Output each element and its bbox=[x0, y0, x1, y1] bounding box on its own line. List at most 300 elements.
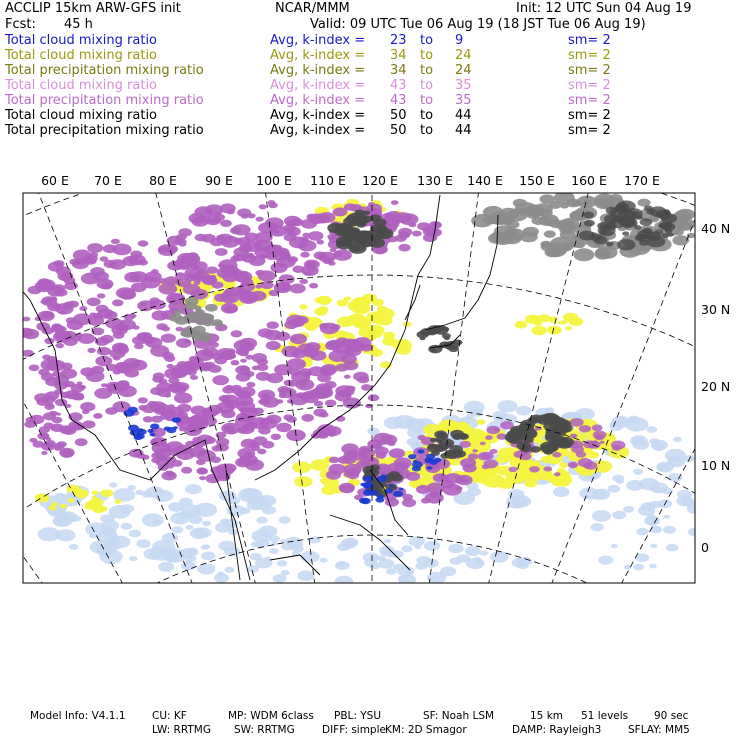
footer2-item-2: DIFF: simple bbox=[322, 724, 386, 736]
precip-cell bbox=[477, 419, 486, 424]
cloud-cell bbox=[231, 360, 240, 365]
high-cloud-cell bbox=[363, 211, 370, 215]
cloud-cell bbox=[54, 447, 61, 451]
precip-cell bbox=[532, 326, 547, 335]
cloud-cell bbox=[482, 464, 490, 469]
cloud-cell bbox=[284, 233, 297, 241]
cloud-cell bbox=[476, 560, 483, 564]
cloud-cell bbox=[416, 485, 430, 494]
cloud-cell bbox=[552, 452, 561, 458]
cloud-cell bbox=[584, 495, 591, 499]
cloud-cell bbox=[170, 512, 190, 524]
high-cloud-cell bbox=[373, 218, 387, 226]
cloud-cell bbox=[668, 473, 683, 482]
lon-label: 100 E bbox=[256, 173, 292, 188]
lon-label: 70 E bbox=[94, 173, 122, 188]
cloud-cell bbox=[39, 426, 50, 433]
cloud-cell bbox=[284, 380, 294, 386]
field-0-avg: Avg, k-index = bbox=[270, 33, 366, 48]
lat-label: 10 N bbox=[701, 458, 731, 473]
cloud-cell bbox=[264, 557, 271, 561]
field-2-name: Total precipitation mixing ratio bbox=[5, 63, 204, 78]
precip-cell bbox=[358, 321, 371, 329]
field-6-avg: Avg, k-index = bbox=[270, 123, 366, 138]
high-cloud-cell bbox=[561, 218, 579, 229]
high-cloud-cell bbox=[341, 227, 360, 238]
cloud-cell bbox=[41, 451, 47, 455]
cloud-cell bbox=[161, 409, 177, 419]
cloud-cell bbox=[516, 406, 531, 416]
cloud-cell bbox=[663, 526, 676, 534]
precip-cell bbox=[403, 322, 412, 327]
cloud-cell bbox=[308, 366, 324, 376]
cloud-cell bbox=[241, 214, 249, 219]
cloud-cell bbox=[284, 224, 296, 232]
cloud-cell bbox=[393, 415, 416, 429]
cloud-cell bbox=[121, 523, 132, 530]
latitude-labels bbox=[701, 221, 730, 555]
cloud-cell bbox=[612, 511, 626, 520]
cloud-cell bbox=[578, 458, 593, 467]
cloud-cell bbox=[253, 436, 268, 445]
cloud-cell bbox=[290, 284, 306, 294]
cloud-cell bbox=[478, 452, 491, 460]
cloud-cell bbox=[138, 405, 146, 410]
cloud-cell bbox=[276, 399, 283, 403]
cloud-cell bbox=[177, 404, 191, 413]
lon-label: 120 E bbox=[362, 173, 398, 188]
cloud-cell bbox=[480, 551, 488, 556]
cloud-cell bbox=[664, 515, 671, 519]
cloud-cell bbox=[252, 366, 260, 371]
cloud-cell bbox=[138, 260, 148, 266]
precip-cell bbox=[524, 479, 537, 487]
high-cloud-cell bbox=[523, 227, 539, 237]
high-cloud-cell bbox=[536, 414, 553, 425]
cloud-cell bbox=[498, 400, 518, 412]
field-1-k-to: 24 bbox=[455, 48, 472, 63]
cloud-cell bbox=[134, 343, 144, 349]
cloud-cell bbox=[152, 376, 163, 383]
field-1-k-from: 34 bbox=[390, 48, 407, 63]
cloud-cell bbox=[243, 415, 256, 423]
cloud-cell bbox=[279, 516, 291, 524]
cloud-cell bbox=[399, 216, 410, 223]
cloud-cell bbox=[55, 399, 67, 407]
high-cloud-cell bbox=[521, 446, 531, 452]
cloud-cell bbox=[53, 324, 60, 328]
cloud-cell bbox=[186, 369, 197, 376]
high-cloud-cell bbox=[375, 228, 393, 239]
cloud-cell bbox=[158, 562, 174, 572]
cloud-cell bbox=[109, 349, 125, 359]
high-cloud-cell bbox=[573, 248, 594, 261]
cloud-cell bbox=[185, 484, 202, 494]
field-1-avg: Avg, k-index = bbox=[270, 48, 366, 63]
cloud-cell bbox=[649, 501, 661, 509]
cloud-cell bbox=[168, 377, 179, 384]
cloud-cell bbox=[529, 466, 540, 472]
cloud-cell bbox=[384, 539, 391, 543]
cloud-cell bbox=[79, 306, 87, 311]
high-cloud-cell bbox=[205, 304, 218, 312]
cloud-cell bbox=[143, 416, 153, 422]
precip-cell bbox=[91, 496, 97, 499]
longitude-labels bbox=[41, 173, 660, 188]
high-cloud-cell bbox=[550, 237, 573, 251]
cloud-cell bbox=[53, 515, 72, 527]
cloud-cell bbox=[649, 564, 657, 569]
cloud-cell bbox=[250, 553, 262, 560]
cloud-cell bbox=[405, 570, 414, 575]
cloud-cell bbox=[245, 459, 264, 471]
cloud-cell bbox=[357, 376, 369, 383]
field-3-k-from: 43 bbox=[390, 78, 407, 93]
init-time: Init: 12 UTC Sun 04 Aug 19 bbox=[516, 1, 692, 16]
heavy-cell bbox=[426, 454, 436, 460]
high-cloud-cell bbox=[185, 297, 199, 305]
high-cloud-cell bbox=[597, 222, 610, 230]
field-4-avg: Avg, k-index = bbox=[270, 93, 366, 108]
cloud-cell bbox=[676, 496, 693, 507]
field-6-k-to: 44 bbox=[455, 123, 472, 138]
cloud-cell bbox=[303, 391, 317, 399]
footer2-item-3: KM: 2D Smagor bbox=[385, 724, 467, 736]
high-cloud-cell bbox=[622, 231, 629, 235]
high-cloud-cell bbox=[664, 222, 672, 227]
cloud-cell bbox=[18, 332, 27, 338]
lon-label: 140 E bbox=[467, 173, 503, 188]
cloud-cell bbox=[598, 556, 613, 565]
cloud-cell bbox=[82, 410, 90, 415]
cloud-cell bbox=[628, 416, 640, 423]
high-cloud-cell bbox=[431, 348, 437, 351]
footer2-item-5: SFLAY: MM5 bbox=[628, 724, 690, 736]
high-cloud-cell bbox=[617, 239, 635, 250]
cloud-cell bbox=[406, 472, 420, 481]
field-3-sm: sm= 2 bbox=[568, 78, 611, 93]
cloud-cell bbox=[281, 570, 290, 576]
heavy-cell bbox=[128, 425, 139, 432]
cloud-cell bbox=[197, 467, 207, 473]
cloud-cell bbox=[111, 239, 120, 244]
cloud-cell bbox=[650, 544, 657, 548]
cloud-cell bbox=[480, 442, 486, 446]
cloud-cell bbox=[412, 231, 422, 237]
cloud-cell bbox=[201, 275, 214, 283]
precip-cell bbox=[99, 506, 108, 511]
cloud-cell bbox=[174, 393, 192, 404]
cloud-cell bbox=[284, 320, 298, 329]
cloud-cell bbox=[223, 273, 238, 282]
field-2-avg: Avg, k-index = bbox=[270, 63, 366, 78]
cloud-cell bbox=[87, 243, 103, 253]
precip-cell bbox=[525, 315, 540, 324]
precip-cell bbox=[369, 331, 381, 339]
cloud-cell bbox=[178, 228, 192, 236]
cloud-cell bbox=[329, 457, 340, 464]
valid-time: Valid: 09 UTC Tue 06 Aug 19 (18 JST Tue 06 Aug 19) bbox=[310, 17, 646, 32]
high-cloud-cell bbox=[452, 434, 462, 440]
cloud-cell bbox=[87, 298, 101, 307]
cloud-cell bbox=[245, 355, 253, 360]
lon-label: 60 E bbox=[41, 173, 69, 188]
field-2-sm: sm= 2 bbox=[568, 63, 611, 78]
cloud-cell bbox=[633, 564, 644, 571]
cloud-cell bbox=[75, 438, 88, 446]
cloud-cell bbox=[277, 560, 287, 566]
cloud-cell bbox=[389, 448, 405, 458]
field-6-name: Total precipitation mixing ratio bbox=[5, 123, 204, 138]
cloud-cell bbox=[448, 544, 463, 553]
high-cloud-cell bbox=[355, 217, 368, 225]
cloud-cell bbox=[274, 282, 292, 293]
cloud-cell bbox=[97, 347, 111, 356]
precip-cell bbox=[318, 297, 325, 301]
cloud-cell bbox=[100, 335, 114, 343]
cloud-cell bbox=[301, 551, 320, 563]
cloud-cell bbox=[82, 420, 95, 428]
precip-cell bbox=[515, 321, 528, 329]
field-6-sm: sm= 2 bbox=[568, 123, 611, 138]
high-cloud-cell bbox=[430, 438, 438, 443]
cloud-cell bbox=[472, 449, 478, 452]
cloud-cell bbox=[59, 311, 66, 315]
heavy-cell bbox=[377, 495, 384, 499]
field-2-k-to: 24 bbox=[455, 63, 472, 78]
heavy-cell bbox=[399, 488, 404, 491]
center-label: NCAR/MMM bbox=[275, 1, 350, 16]
cloud-cell bbox=[212, 375, 229, 385]
cloud-cell bbox=[256, 539, 270, 548]
cloud-cell bbox=[104, 260, 117, 268]
precip-cell bbox=[292, 462, 311, 474]
high-cloud-cell bbox=[350, 246, 360, 252]
high-cloud-cell bbox=[501, 214, 512, 221]
cloud-cell bbox=[80, 367, 95, 376]
cloud-cell bbox=[344, 375, 351, 379]
cloud-cell bbox=[186, 549, 198, 557]
cloud-cell bbox=[256, 517, 267, 524]
cloud-cell bbox=[53, 260, 64, 267]
cloud-cell bbox=[378, 559, 394, 569]
high-cloud-cell bbox=[434, 431, 447, 439]
cloud-cell bbox=[130, 314, 137, 318]
cloud-cell bbox=[261, 281, 274, 289]
cloud-cell bbox=[662, 488, 673, 495]
cloud-cell bbox=[124, 272, 141, 283]
cloud-cell bbox=[279, 394, 286, 399]
cloud-cell bbox=[145, 271, 162, 282]
high-cloud-cell bbox=[442, 333, 451, 339]
precip-cell bbox=[310, 459, 329, 470]
heavy-cell bbox=[148, 429, 154, 433]
high-cloud-cell bbox=[530, 446, 541, 453]
cloud-cell bbox=[60, 374, 65, 377]
cloud-cell bbox=[489, 449, 497, 454]
cloud-cell bbox=[336, 561, 345, 566]
cloud-cell bbox=[599, 441, 604, 444]
cloud-cell bbox=[189, 515, 203, 524]
cloud-cell bbox=[570, 434, 577, 438]
cloud-cell bbox=[206, 266, 218, 273]
cloud-cell bbox=[399, 244, 411, 252]
cloud-cell bbox=[69, 544, 79, 550]
cloud-cell bbox=[314, 401, 323, 407]
cloud-cell bbox=[224, 305, 238, 313]
cloud-cell bbox=[650, 526, 662, 533]
footer1-item-0: Model Info: V4.1.1 bbox=[30, 710, 126, 722]
cloud-cell bbox=[59, 425, 73, 434]
cloud-cell bbox=[365, 404, 372, 408]
cloud-cell bbox=[214, 573, 229, 582]
cloud-cell bbox=[340, 538, 357, 548]
cloud-cell bbox=[325, 400, 336, 407]
cloud-cell bbox=[230, 227, 241, 234]
cloud-cell bbox=[143, 339, 152, 345]
cloud-cell bbox=[368, 202, 375, 206]
cloud-cell bbox=[163, 549, 186, 563]
high-cloud-cell bbox=[417, 331, 429, 339]
cloud-cell bbox=[257, 359, 268, 366]
cloud-cell bbox=[342, 455, 357, 464]
high-cloud-cell bbox=[515, 429, 523, 434]
field-4-sm: sm= 2 bbox=[568, 93, 611, 108]
heavy-cell bbox=[408, 454, 417, 459]
cloud-cell bbox=[181, 467, 192, 474]
precip-cell bbox=[92, 491, 99, 495]
heavy-cell bbox=[413, 460, 418, 463]
cloud-cell bbox=[138, 397, 148, 403]
precip-cell bbox=[344, 297, 351, 302]
high-cloud-cell bbox=[212, 319, 223, 326]
cloud-cell bbox=[486, 426, 500, 434]
cloud-cell bbox=[220, 203, 236, 213]
cloud-cell bbox=[417, 222, 430, 230]
field-0-sm: sm= 2 bbox=[568, 33, 611, 48]
cloud-cell bbox=[135, 453, 142, 457]
field-3-k-to: 35 bbox=[455, 78, 472, 93]
high-cloud-cell bbox=[640, 218, 652, 226]
high-cloud-cell bbox=[639, 240, 649, 246]
field-5-name: Total cloud mixing ratio bbox=[5, 108, 158, 123]
heavy-cell bbox=[128, 407, 138, 413]
cloud-cell bbox=[216, 438, 229, 446]
cloud-cell bbox=[154, 490, 174, 502]
cloud-cell bbox=[255, 284, 262, 288]
cloud-cell bbox=[240, 507, 251, 514]
cloud-cell bbox=[592, 425, 603, 432]
cloud-cell bbox=[113, 332, 125, 339]
cloud-cell bbox=[330, 324, 341, 331]
cloud-cell bbox=[339, 483, 355, 493]
cloud-cell bbox=[450, 557, 462, 564]
cloud-cell bbox=[218, 541, 235, 552]
cloud-cell bbox=[130, 251, 142, 258]
cloud-cell bbox=[275, 332, 290, 341]
cloud-cell bbox=[388, 441, 396, 446]
cloud-cell bbox=[161, 334, 176, 343]
cloud-cell bbox=[63, 302, 74, 309]
cloud-cell bbox=[244, 452, 251, 456]
precip-cell bbox=[101, 489, 114, 497]
cloud-cell bbox=[109, 482, 117, 487]
cloud-cell bbox=[300, 252, 309, 258]
cloud-cell bbox=[142, 513, 164, 527]
cloud-cell bbox=[376, 452, 387, 459]
cloud-cell bbox=[184, 360, 199, 369]
high-cloud-cell bbox=[676, 209, 695, 221]
precip-cell bbox=[51, 502, 58, 506]
precip-cell bbox=[559, 462, 568, 468]
cloud-cell bbox=[310, 350, 327, 360]
cloud-cell bbox=[252, 498, 272, 510]
precip-cell bbox=[377, 306, 387, 312]
cloud-cell bbox=[385, 498, 399, 507]
cloud-cell bbox=[592, 510, 611, 522]
cloud-cell bbox=[197, 564, 215, 575]
cloud-cell bbox=[329, 350, 348, 362]
cloud-cell bbox=[258, 328, 273, 337]
high-cloud-cell bbox=[622, 218, 638, 228]
cloud-cell bbox=[570, 418, 584, 427]
cloud-cell bbox=[666, 544, 678, 552]
heavy-cell bbox=[380, 474, 387, 478]
cloud-cell bbox=[104, 536, 120, 546]
cloud-cell bbox=[296, 379, 315, 391]
heavy-cell bbox=[393, 491, 403, 497]
high-cloud-cell bbox=[600, 229, 608, 234]
cloud-cell bbox=[656, 462, 674, 473]
cloud-cell bbox=[199, 476, 206, 480]
cloud-cell bbox=[509, 467, 518, 472]
cloud-cell bbox=[466, 558, 485, 569]
cloud-cell bbox=[423, 233, 437, 242]
cloud-cell bbox=[274, 364, 292, 375]
field-0-k-to: 9 bbox=[455, 33, 464, 48]
cloud-cell bbox=[417, 435, 426, 440]
cloud-cell bbox=[268, 200, 276, 205]
cloud-cell bbox=[150, 387, 163, 395]
cloud-cell bbox=[192, 217, 209, 227]
cloud-cell bbox=[23, 317, 31, 322]
cloud-cell bbox=[259, 204, 267, 209]
footer1-item-4: SF: Noah LSM bbox=[423, 710, 495, 722]
cloud-cell bbox=[158, 455, 167, 461]
field-1-name: Total cloud mixing ratio bbox=[5, 48, 158, 63]
cloud-cell bbox=[313, 409, 326, 417]
lon-label: 80 E bbox=[149, 173, 177, 188]
field-4-name: Total precipitation mixing ratio bbox=[5, 93, 204, 108]
fcst-value: 45 h bbox=[64, 17, 93, 32]
precip-cell bbox=[393, 339, 412, 351]
cloud-cell bbox=[314, 252, 327, 260]
footer2-item-1: SW: RRTMG bbox=[234, 724, 295, 736]
field-0-to: to bbox=[420, 33, 434, 48]
cloud-cell bbox=[320, 427, 330, 433]
cloud-cell bbox=[164, 394, 171, 398]
cloud-cell bbox=[153, 520, 161, 525]
cloud-cell bbox=[201, 552, 215, 561]
footer1-item-6: 51 levels bbox=[581, 710, 629, 722]
cloud-cell bbox=[112, 244, 131, 256]
cloud-cell bbox=[71, 384, 85, 393]
heavy-cell bbox=[360, 483, 366, 486]
cloud-cell bbox=[239, 407, 248, 412]
heavy-cell bbox=[137, 429, 147, 435]
cloud-cell bbox=[416, 556, 431, 565]
cloud-cell bbox=[215, 248, 228, 256]
